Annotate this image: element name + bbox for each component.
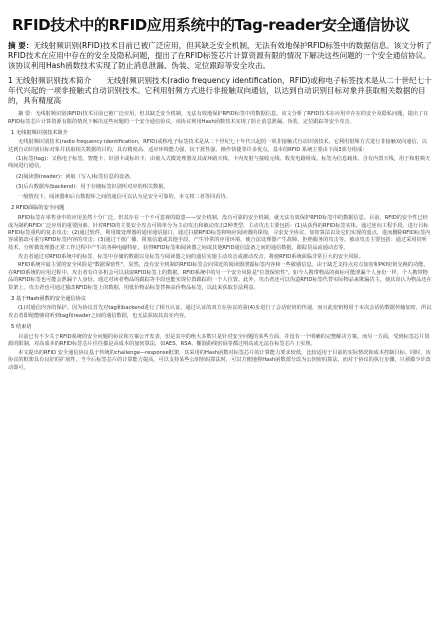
body-paragraph: 本文提出的RFID 安全通信协议基于传统的challenge—response框架，其采用的Hash函数对标签芯片的计算能力要求较低，比较适用于目前的实际情况和成本控制目标。同时，该协议的框架具有良好的扩展性，当今后标签芯片的计算能力提高，可以支持某些公钥密码算法时，可以方便地将Hash函数部分改为公钥密码算法，而对于协议的执行步骤，只须做少许改动即可。 (8, 349, 431, 371)
abstract-label: 摘 要： (8, 41, 34, 50)
section-heading: 2 RFID面临的安全问题 (11, 205, 65, 212)
body-paragraph: (1)对通信内容的保护。因为协议首先对tag和backend进行了相互认证，通过认证的双方在协议的第(4)步进行了会话密钥的传递，而且此密钥将用于本次会话的数据传输加密，所以攻击者即使能够窃听到tag和reader之间的通信数据，也无法获取其真实内容。 (8, 305, 432, 319)
body-paragraph: 一般情况下，阅读器和后台数据库之间的通信可以认为是安全可靠的，本文将二者等同看待。 (18, 194, 231, 201)
body-paragraph: 攻击者通过对RFID系统中的标签、标签中存储的数据以及标签与阅读器之间的通信实施主动攻击或被动攻击，将使RFID系统面临非常巨大的安全风险。 (18, 253, 364, 260)
section-heading: 3 基于Hash函数的安全通信协议 (11, 295, 87, 302)
document-body (8, 111, 432, 372)
body-paragraph: (2)阅读器(reader)：读取（写入)标签信息的设备。 (16, 173, 135, 180)
body-paragraph: (1)标签(tag)：又称电子标签、智能卡、识别卡或标识卡，由嵌入式微处理器及其或环路天线、卡内发射与接收元线、收发电路组成。标签为信息载体，含有内置天线，用于和射频天线间进行通信。 (8, 155, 431, 170)
body-paragraph: (3)后台数据库(backend)：用于存储标签识别所对应的相关数据。 (16, 183, 169, 190)
abstract-text: 无线射频识别(RFID)技术目前已被广泛应用，但其缺乏安全机制，无法有效地保护RFID标签中的数据信息。该文分析了RFID技术在应用中存在的安全及隐私问题，提出了在RFID标签芯片计算资源有限的情况下解决这些问题的一个安全通信协议。该协议利用Hash函数技术实现了防止消息泄漏、伪装、定位跟踪等安全攻击。 (8, 41, 432, 71)
body-paragraph: 摘 要：无线射频识别(RFID)技术目前已被广泛应用，但其缺乏安全机制，无法有效地保护RFID标签中的数据信息。该文分析了RFID技术在应用中存在的安全及隐私问题，提出了在RFID标签芯片计算资源有限的情况下解决这些问题的一个安全通信协议。该协议利用Hash函数技术实现了防止消息泄漏、伪装、定位跟踪等安全攻击。 (8, 111, 429, 125)
body-paragraph: RFID系统中最主要的安全风险是"数据保密性"。显然，没有安全机制的RFID标签会向邻近的阅读器泄露标签内容和一些敏感信息。由于缺乏支持点对点加密和PKI密钥交换的功能，在RFID系统的应用过程中，攻击者有许多机会可以获取RFID标签上的数据。RFID系统中的另一个安全风险是"位置保密性"。如今人携带物品的商标可能泄漏个人身份一样，个人携带物品的RFID标签也可能会泄漏个人身份。通过对读者物品的跟踪等手段也能实现位置跟踪的一个人位置。此外，攻击者还可以伪造RFID标签代替实际物品来欺骗货主，使其误认为物品还在货架上。攻击者也可通过篡改RFID标签上的数据，用低价物品标签替换高价物品标签，以此来获取非法利益。 (8, 262, 432, 291)
body-paragraph: 目前已有不少关于RFID系统的安全问题的协议和方案公开发表，但是其中的绝大多数只是针对安全问题的某些方面，并没有一个明确的完整解决方案。而另一方面，受到标签芯片资源的限制，对高成本的RFID标签芯片往往都是高成本的加密算法，如AES、RSA、椭圆曲线密码等都过明高或无法在标签芯片上实现。 (8, 333, 430, 348)
abstract (8, 41, 432, 72)
section-heading: 1 无线射频识别技术简介 (11, 129, 68, 136)
document-title: RFID技术中的RFID应用系统中的Tag-reader安全通信协议 (12, 16, 410, 34)
body-paragraph: 无线射频识别技术(radio frequency identification，RFID)或称电子标签技术是从二十世纪七十年代兴起的一项非接触式自动识别技术。它利用射频方式进行非接触双向通信，以达到自动识别目标对象并获取相关数据的目的，具有精度高、适应环境能力强、抗干扰性强、操作快捷等许多优点。基本的RFID 系统主要由下面3部分组成： (8, 139, 428, 153)
body-paragraph: RFID标签在零售业中的应用虽然十分广泛，但其存在一个不可忽视的隐患——安全机制。没有可靠的安全机制，就无法有效保护RFID标签中的数据信息。目前，RFID的安全性已经成为制约RFID广泛应用的重要因素。针对RFID的主要安全攻击可简单分为主动攻击和被动攻击2种类型。主动攻击主要包括：(1)从获得的RFID标签实体，通过逆向工程手段，进行目标RFID标签重构的复杂攻击；(2)通过软件，利用微处理器的通用通信接口，通过扫描RFID标签和响应阅读器的探询，寻求安全协议、加密算法以及它们实现的弱点，进而删除RFID标签内容或篡改可重写RFID标签内容的攻击；(3)通过干扰广播、阻塞信道或其他手段，产生异常的应用环境，使合法处理器产生故障，拒绝服务的攻击等。被动攻击主要包括：通过采用窃听技术，分析微处理器正常工作过程中产生的各种电磁特征，获得RFID标签和阅读器之间或其他RFID通信设备之间的通信数据，跟踪货品流通动态等。 (8, 215, 431, 251)
intro-summary: 1 无线射频识别技术简介 无线射频识别技术(radio frequency identification，RFID)或称电子标签技术是从二十世纪七十年代兴起的一项非接触式自动识别技术。它利用射频方式进行非接触双向通信，以达到自动识别目标对象并获取相关数据的目的，具有精度高 (8, 75, 432, 106)
section-heading: 5 结束语 (11, 323, 32, 330)
